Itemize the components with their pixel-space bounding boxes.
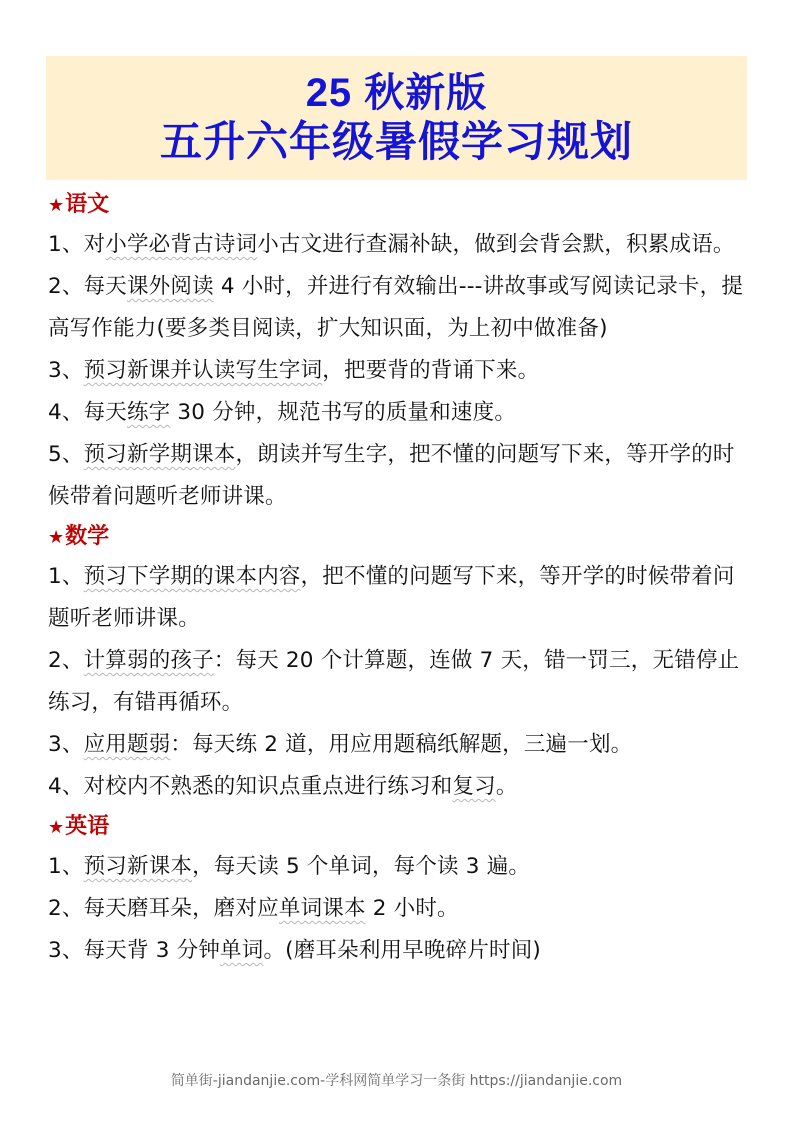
- title-line-2: 五升六年级暑假学习规划: [159, 117, 633, 165]
- list-item: [48, 392, 748, 434]
- item-text-underlined: 应用题弱: [83, 732, 171, 757]
- item-text: 。: [495, 774, 518, 799]
- section-title: 英语: [65, 814, 110, 839]
- section-heading: [48, 808, 748, 846]
- footer-watermark: 简单街-jiandanjie.com-学科网简单学习一条街 https://jiandanjie.com: [170, 1073, 623, 1089]
- list-item: [48, 888, 748, 930]
- item-text-underlined: 课外阅读: [126, 274, 214, 299]
- item-text: 2、: [48, 648, 84, 673]
- item-text-underlined: 预习下学期的课本内容: [83, 564, 301, 589]
- item-text: 3、: [48, 358, 84, 383]
- item-text: 2、每天磨耳朵，磨对应: [48, 896, 279, 921]
- list-item: [48, 556, 748, 640]
- star-icon: ★: [48, 195, 65, 216]
- list-item: [48, 350, 748, 392]
- list-item: [48, 930, 748, 972]
- item-text-underlined: 预习新课本: [83, 854, 193, 879]
- item-text: 1、: [48, 854, 84, 879]
- item-text: 2 小时。: [365, 896, 459, 921]
- list-item: [48, 724, 748, 766]
- item-text: 1、: [48, 564, 84, 589]
- section-title: 语文: [65, 192, 110, 217]
- list-item: [48, 434, 748, 518]
- star-icon: ★: [48, 527, 65, 548]
- item-text: 2、每天: [48, 274, 127, 299]
- item-text-underlined: 预习新学期课本: [83, 442, 236, 467]
- section-english: [48, 808, 748, 972]
- item-text: 小古文进行查漏补缺，做到会背会默，积累成语。: [257, 232, 735, 257]
- item-text-underlined: 小学必背古诗词: [105, 232, 258, 257]
- item-text: ，每天读 5 个单词，每个读 3 遍。: [192, 854, 531, 879]
- item-text-underlined: 预习新课并认读写生字词: [83, 358, 323, 383]
- item-text: ，把不懂的问题写下来，等开学的时候带着问题听老师讲课。: [48, 564, 735, 631]
- item-text-underlined: 单词课本: [278, 896, 366, 921]
- star-icon: ★: [48, 817, 65, 838]
- section-math: [48, 518, 748, 808]
- study-plan-content: [48, 186, 748, 972]
- list-item: [48, 266, 748, 350]
- section-heading: [48, 186, 748, 224]
- title-line-1: 25 秋新版: [305, 70, 488, 115]
- item-text: 5、: [48, 442, 84, 467]
- item-text: ，把要背的背诵下来。: [322, 358, 540, 383]
- item-text-underlined: 单词: [220, 938, 264, 963]
- list-item: [48, 846, 748, 888]
- item-text-underlined: 计算弱的孩子: [83, 648, 214, 673]
- title-banner: [46, 56, 747, 180]
- item-text: 4 小时，并进行有效输出---讲故事或写阅读记录卡，提高写作能力(要多类目阅读，扩大知识面，为上初中做准备): [48, 274, 744, 341]
- item-text: 。(磨耳朵利用早晚碎片时间): [263, 938, 542, 963]
- item-text: 3、每天背 3 分钟: [48, 938, 221, 963]
- list-item: [48, 640, 748, 724]
- item-text: 30 分钟，规范书写的质量和速度。: [170, 400, 517, 425]
- item-text: 4、每天: [48, 400, 127, 425]
- item-text: 1、对: [48, 232, 106, 257]
- item-text-underlined: 复习: [452, 774, 496, 799]
- section-title: 数学: [65, 524, 110, 549]
- section-chinese: [48, 186, 748, 518]
- item-text-underlined: 练字: [126, 400, 171, 425]
- list-item: [48, 224, 748, 266]
- item-text: 4、对校内不熟悉的知识点重点进行练习和: [48, 774, 453, 799]
- item-text: ：每天练 2 道，用应用题稿纸解题，三遍一划。: [170, 732, 633, 757]
- list-item: [48, 766, 748, 808]
- section-heading: [48, 518, 748, 556]
- item-text: ，朗读并写生字，把不懂的问题写下来，等开学的时候带着问题听老师讲课。: [48, 442, 735, 509]
- item-text: ：每天 20 个计算题，连做 7 天，错一罚三，无错停止练习，有错再循环。: [48, 648, 740, 715]
- item-text: 3、: [48, 732, 84, 757]
